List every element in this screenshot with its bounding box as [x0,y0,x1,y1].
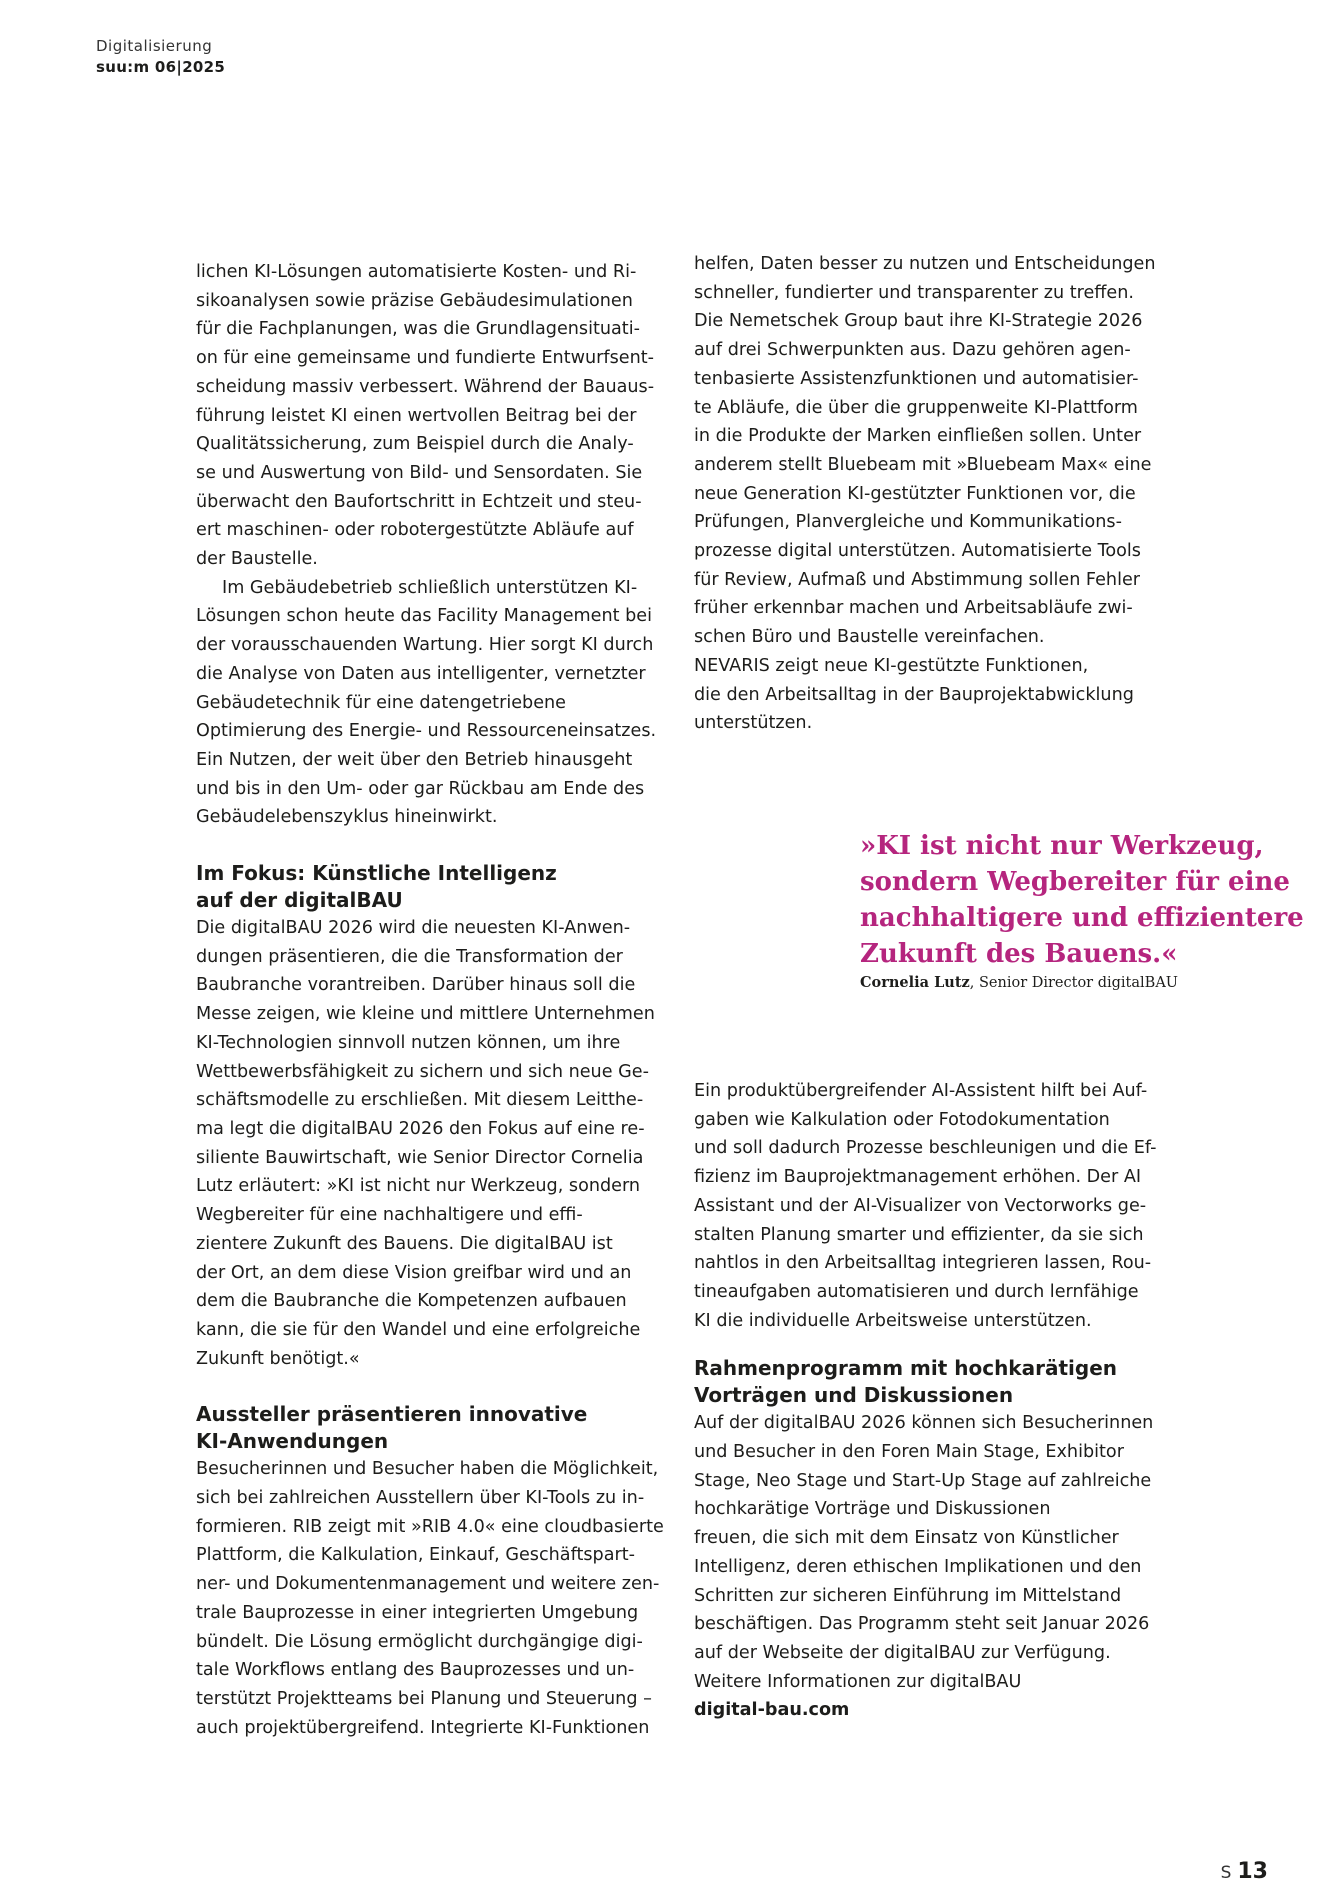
text-line: Plattform, die Kalkulation, Einkauf, Geschäftspart- [196,1545,635,1566]
text-line: auf drei Schwerpunkten aus. Dazu gehören agen- [694,340,1131,361]
heading-line: Im Fokus: Künstliche Intelligenz [196,861,557,886]
heading-line: Aussteller präsentieren innovative [196,1402,588,1427]
page-header [96,36,225,78]
text-line: und bis in den Um- oder gar Rückbau am Ende des [196,778,645,799]
text-line: tale Workflows entlang des Bauprozesses und un- [196,1660,635,1681]
text-line: für die Fachplanungen, was die Grundlagensituati- [196,319,640,340]
text-line: on für eine gemeinsame und fundierte Entwurfsent- [196,348,654,369]
text-line: für Review, Aufmaß und Abstimmung sollen Fehler [694,569,1141,590]
paragraph-aussteller [196,1455,676,1742]
text-line: Intelligenz, deren ethischen Implikationen und den [694,1556,1142,1577]
text-line: beschäftigen. Das Programm steht seit Januar 2026 [694,1614,1150,1635]
text-line: ner- und Dokumentenmanagement und weitere zen- [196,1574,660,1595]
section-heading-rahmenprogramm [694,1355,1174,1409]
text-line: prozesse digital unterstützen. Automatisierte Tools [694,541,1141,562]
quote-author: Cornelia Lutz [860,974,970,991]
text-line: dem die Baubranche die Kompetenzen aufbauen [196,1291,627,1312]
text-line: auch projektübergreifend. Integrierte KI-Funktionen [196,1717,650,1738]
text-line: Qualitätssicherung, zum Beispiel durch die Analy- [196,434,634,455]
right-column-top [694,250,1174,738]
text-line: fizienz im Bauprojektmanagement erhöhen. Der AI [694,1167,1142,1188]
page-number-value: 13 [1237,1859,1268,1884]
text-line: stalten Planung smarter und effizienter, da sie sich [694,1224,1144,1245]
text-line: der Ort, an dem diese Vision greifbar wird und an [196,1262,632,1283]
text-line: Besucherinnen und Besucher haben die Möglichkeit, [196,1459,659,1480]
text-line: hochkarätige Vorträge und Diskussionen [694,1499,1051,1520]
text-line: Messe zeigen, wie kleine und mittlere Unternehmen [196,1004,655,1025]
text-line: unterstützen. [694,713,813,734]
text-line: und Besucher in den Foren Main Stage, Exhibitor [694,1442,1124,1463]
quote-line: sondern Wegbereiter für eine [860,867,1290,897]
text-line: te Abläufe, die über die gruppenweite KI-Plattform [694,397,1138,418]
quote-line: Zukunft des Bauens.« [860,939,1178,969]
quote-text [860,828,1304,972]
quote-line: nachhaltigere und effizientere [860,903,1304,933]
text-line: Weitere Informationen zur digitalBAU [694,1671,1022,1692]
text-line: Prüfungen, Planvergleiche und Kommunikations- [694,512,1122,533]
paragraph-rahmenprogramm [694,1409,1174,1725]
text-line: Zukunft benötigt.« [196,1348,360,1369]
text-line: ma legt die digitalBAU 2026 den Fokus auf eine re- [196,1118,645,1139]
text-line: die den Arbeitsalltag in der Bauprojektabwicklung [694,684,1134,705]
text-line: Ein Nutzen, der weit über den Betrieb hinausgeht [196,749,633,770]
text-line: auf der Webseite der digitalBAU zur Verfügung. [694,1642,1111,1663]
heading-line: Rahmenprogramm mit hochkarätigen [694,1356,1117,1381]
text-line: Optimierung des Energie- und Ressourceneinsatzes. [196,721,657,742]
text-line: der Baustelle. [196,549,318,570]
section-heading-aussteller [196,1401,676,1455]
paragraph-gebaeudebetrieb [196,574,676,832]
heading-line: Vorträgen und Diskussionen [694,1383,1014,1408]
paragraph-ai-assistent [694,1077,1174,1335]
paragraph-fokus [196,914,676,1373]
text-line: schneller, fundierter und transparenter zu treffen. [694,282,1134,303]
text-line: kann, die sie für den Wandel und eine erfolgreiche [196,1319,641,1340]
text-line: zientere Zukunft des Bauens. Die digitalBAU ist [196,1233,613,1254]
quote-line: »KI ist nicht nur Werkzeug, [860,831,1264,861]
issue-label: suu:m 06|2025 [96,58,226,76]
quote-role: , Senior Director digitalBAU [969,975,1179,991]
text-line: ert maschinen- oder robotergestützte Abläufe auf [196,520,634,541]
text-line: Die digitalBAU 2026 wird die neuesten KI-Anwen- [196,918,631,939]
text-line: gaben wie Kalkulation oder Fotodokumentation [694,1109,1110,1130]
text-line: Wegbereiter für eine nachhaltigere und effi- [196,1205,583,1226]
text-line: schäftsmodelle zu erschließen. Mit diesem Leitthe- [196,1090,644,1111]
text-line: früher erkennbar machen und Arbeitsabläufe zwi- [694,598,1133,619]
text-line: und soll dadurch Prozesse beschleunigen und die Ef- [694,1138,1157,1159]
text-line: siliente Bauwirtschaft, wie Senior Director Cornelia [196,1147,644,1168]
text-line: führung leistet KI einen wertvollen Beitrag bei der [196,405,637,426]
text-line: helfen, Daten besser zu nutzen und Entscheidungen [694,254,1156,274]
quote-attribution [860,972,1290,994]
text-line: terstützt Projektteams bei Planung und Steuerung – [196,1688,652,1709]
text-line: Wettbewerbsfähigkeit zu sichern und sich neue Ge- [196,1061,649,1082]
text-line: Assistant und der AI-Visualizer von Vectorworks ge- [694,1195,1147,1216]
text-line: trale Bauprozesse in einer integrierten Umgebung [196,1602,639,1623]
text-line: die Analyse von Daten aus intelligenter, vernetzter [196,663,646,684]
text-line: in die Produkte der Marken einfließen sollen. Unter [694,426,1142,447]
text-line: überwacht den Baufortschritt in Echtzeit und steu- [196,491,642,512]
right-column-bottom [694,1077,1174,1725]
text-line: Auf der digitalBAU 2026 können sich Besucherinnen [694,1413,1154,1434]
text-line: Baubranche vorantreiben. Darüber hinaus soll die [196,975,636,996]
text-line: Gebäudelebenszyklus hineinwirkt. [196,807,498,828]
heading-line: KI-Anwendungen [196,1429,389,1454]
text-line: sikoanalysen sowie präzise Gebäudesimulationen [196,290,633,311]
text-line: Ein produktübergreifender AI-Assistent hilft bei Auf- [694,1081,1148,1101]
text-line: sich bei zahlreichen Ausstellern über KI-Tools zu in- [196,1488,645,1509]
left-column [196,258,676,1742]
text-line: KI die individuelle Arbeitsweise unterstützen. [694,1310,1092,1331]
text-line: neue Generation KI-gestützter Funktionen vor, die [694,483,1136,504]
text-line: bündelt. Die Lösung ermöglicht durchgängige digi- [196,1631,643,1652]
heading-line: auf der digitalBAU [196,888,403,913]
text-line: tenbasierte Assistenzfunktionen und automatisier- [694,368,1139,389]
text-line: anderem stellt Bluebeam mit »Bluebeam Max« eine [694,454,1152,475]
text-line: tineaufgaben automatisieren und durch lernfähige [694,1281,1139,1302]
pull-quote [860,828,1304,994]
text-line: formieren. RIB zeigt mit »RIB 4.0« eine cloudbasierte [196,1516,664,1537]
text-line: lichen KI-Lösungen automatisierte Kosten- und Ri- [196,262,637,282]
paragraph-intro [196,258,676,574]
text-line: Gebäudetechnik für eine datengetriebene [196,692,566,713]
page-number [1221,1859,1268,1884]
text-line: nahtlos in den Arbeitsalltag integrieren lassen, Rou- [694,1253,1152,1274]
text-line: freuen, die sich mit dem Einsatz von Künstlicher [694,1528,1119,1549]
website-link[interactable]: digital-bau.com [694,1700,850,1721]
text-line: dungen präsentieren, die die Transformation der [196,946,623,967]
text-line: se und Auswertung von Bild- und Sensordaten. Sie [196,462,643,483]
section-heading-fokus [196,860,676,914]
text-line: NEVARIS zeigt neue KI-gestützte Funktionen, [694,655,1089,676]
text-line: KI-Technologien sinnvoll nutzen können, um ihre [196,1032,621,1053]
text-line: Lösungen schon heute das Facility Management bei [196,606,653,627]
text-line: der vorausschauenden Wartung. Hier sorgt KI durch [196,635,654,656]
text-line: scheidung massiv verbessert. Während der Bauaus- [196,376,655,397]
text-line: Stage, Neo Stage und Start-Up Stage auf zahlreiche [694,1470,1152,1491]
text-line: Im Gebäudebetrieb schließlich unterstützen KI- [222,577,638,598]
page-prefix: S [1220,1863,1232,1883]
text-line: Lutz erläutert: »KI ist nicht nur Werkzeug, sondern [196,1176,641,1197]
section-label: Digitalisierung [96,37,213,55]
text-line: Schritten zur sicheren Einführung im Mittelstand [694,1585,1122,1606]
text-line: schen Büro und Baustelle vereinfachen. [694,627,1045,648]
text-line: Die Nemetschek Group baut ihre KI-Strategie 2026 [694,311,1143,332]
